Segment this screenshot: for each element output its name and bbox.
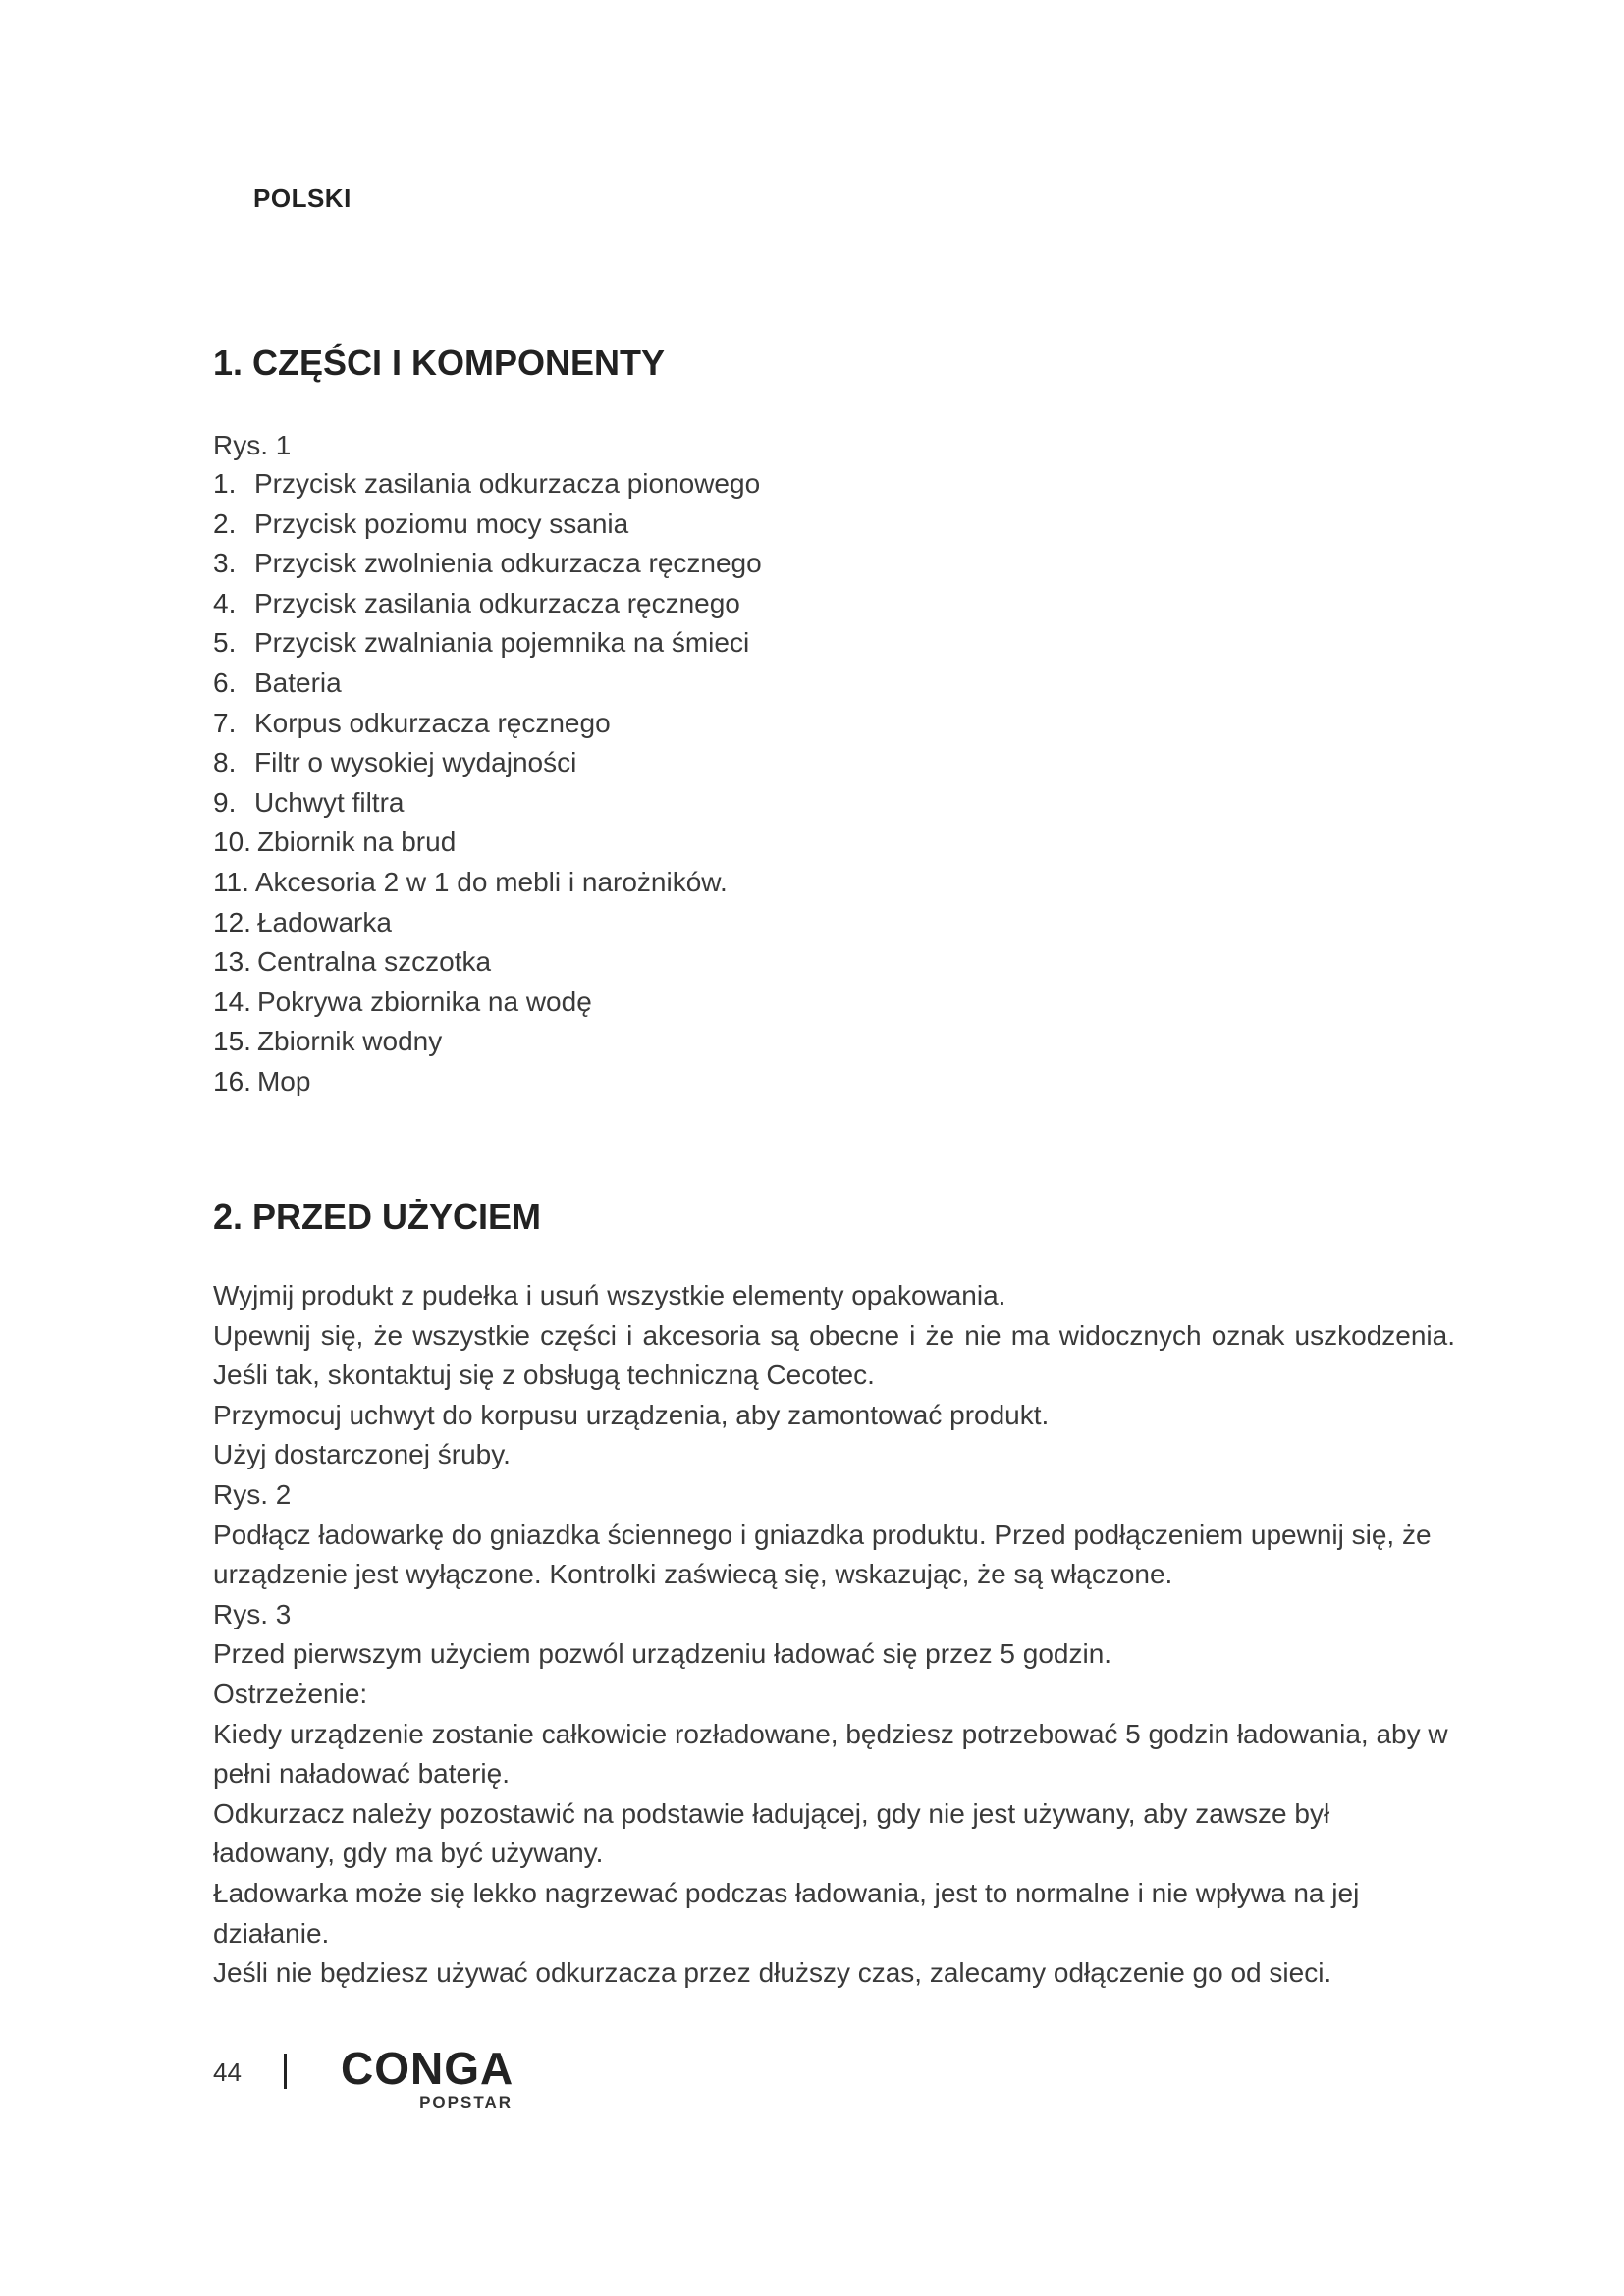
list-item: 7. Korpus odkurzacza ręcznego [213,707,611,738]
section-2-body [213,1276,1455,1994]
list-item: 16. Mop [213,1065,311,1096]
list-item: 13. Centralna szczotka [213,946,492,978]
list-item: 2. Przycisk poziomu mocy ssania [213,507,629,539]
paragraph: Przymocuj uchwyt do korpusu urządzenia, aby zamontować produkt. [213,1399,1050,1430]
paragraph: Podłącz ładowarkę do gniazdka ściennego i gniazdka produktu. Przed podłączeniem upewnij się, że urządzenie jest wyłączone. Kontrolki zaświecą się, wskazując, że są włączone. [213,1519,1432,1590]
warning-heading: Ostrzeżenie: [213,1678,368,1709]
list-item: 15. Zbiornik wodny [213,1026,443,1057]
brand-name: CONGA [341,2043,514,2094]
page-number: 44 [213,2057,242,2087]
brand-logo [341,2042,513,2110]
list-item: 14. Pokrywa zbiornika na wodę [213,986,592,1017]
parts-list [213,464,762,1102]
footer-divider [284,2054,287,2089]
list-item: 12. Ładowarka [213,906,392,937]
paragraph: Ładowarka może się lekko nagrzewać podczas ładowania, jest to normalne i nie wpływa na jej działanie. [213,1877,1360,1949]
list-item: 1. Przycisk zasilania odkurzacza pionowego [213,468,761,499]
list-item: 6. Bateria [213,667,342,698]
product-name: POPSTAR [419,2093,513,2111]
paragraph: Przed pierwszym użyciem pozwól urządzeniu ładować się przez 5 godzin. [213,1638,1112,1670]
list-item: 11. Akcesoria 2 w 1 do mebli i narożników. [213,866,728,897]
paragraph: Wyjmij produkt z pudełka i usuń wszystkie elementy opakowania. [213,1280,1006,1310]
section-1-title: 1. CZĘŚCI I KOMPONENTY [213,343,666,383]
language-label: POLSKI [253,184,352,213]
paragraph: Użyj dostarczonej śruby. [213,1439,511,1470]
paragraph: Upewnij się, że wszystkie części i akcesoria są obecne i że nie ma widocznych oznak uszkodzenia. Jeśli tak, skontaktuj się z obsługą techniczną Cecotec. [213,1319,1455,1391]
paragraph: Kiedy urządzenie zostanie całkowicie rozładowane, będziesz potrzebować 5 godzin ładowania, aby w pełni naładować baterię. [213,1718,1448,1789]
figure-1-label: Rys. 1 [213,430,292,460]
figure-3-label: Rys. 3 [213,1598,292,1629]
list-item: 8. Filtr o wysokiej wydajności [213,747,577,778]
paragraph: Odkurzacz należy pozostawić na podstawie ładującej, gdy nie jest używany, aby zawsze był ładowany, gdy ma być używany. [213,1797,1330,1869]
list-item: 10. Zbiornik na brud [213,827,457,858]
section-2-title: 2. PRZED UŻYCIEM [213,1197,542,1237]
list-item: 4. Przycisk zasilania odkurzacza ręcznego [213,587,740,618]
paragraph: Jeśli nie będziesz używać odkurzacza przez dłuższy czas, zalecamy odłączenie go od sieci. [213,1957,1332,1989]
figure-2-label: Rys. 2 [213,1478,292,1510]
list-item: 9. Uchwyt filtra [213,786,405,818]
list-item: 3. Przycisk zwolnienia odkurzacza ręcznego [213,548,762,579]
list-item: 5. Przycisk zwalniania pojemnika na śmieci [213,627,750,659]
